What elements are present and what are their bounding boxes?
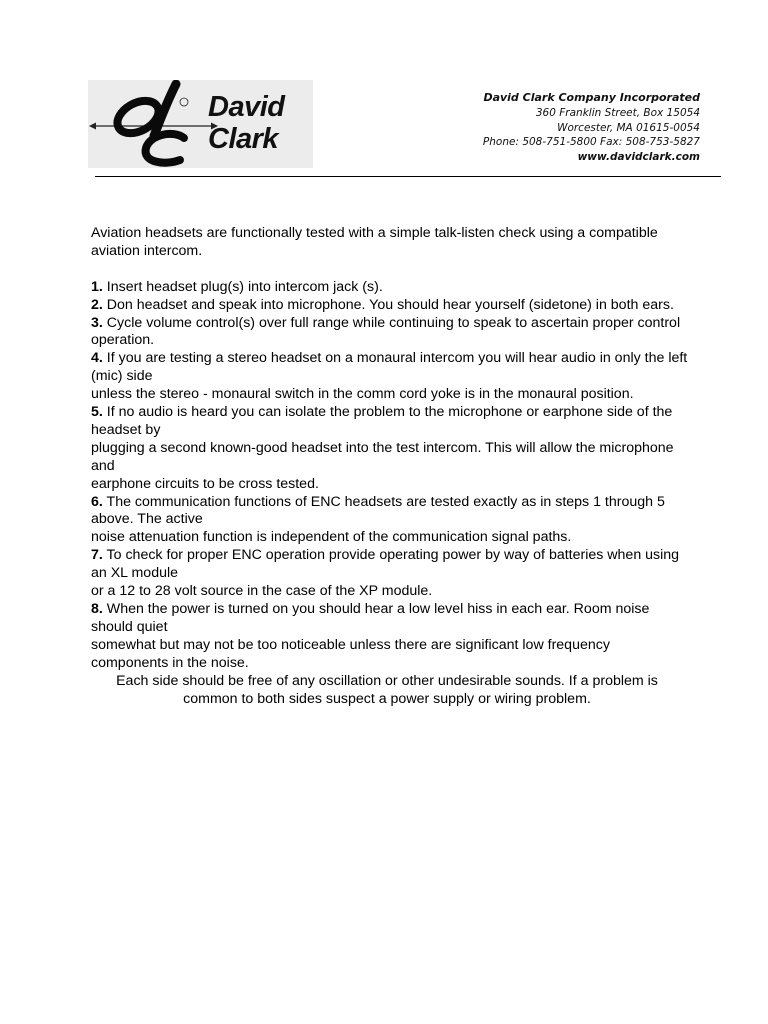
company-name: David Clark Company Incorporated <box>483 91 700 104</box>
step-4 <box>91 350 691 386</box>
step-3 <box>91 315 691 351</box>
step-number: 4. <box>91 350 103 367</box>
step-number: 5. <box>91 404 103 421</box>
step-text: When the power is turned on you should hear a low level hiss in each ear. Room noise should quiet <box>91 601 650 635</box>
intro-paragraph: Aviation headsets are functionally tested with a simple talk-listen check using a compatible aviation intercom. <box>91 225 658 259</box>
step-number: 7. <box>91 547 103 564</box>
city-state-zip: Worcester, MA 01615-0054 <box>557 121 700 134</box>
closing-paragraph-line-1: Each side should be free of any oscillation or other undesirable sounds. If a problem is <box>116 672 658 689</box>
step-6 <box>91 494 691 530</box>
step-text: If no audio is heard you can isolate the problem to the microphone or earphone side of the headset by <box>91 404 673 438</box>
step-4-continuation: unless the stereo - monaural switch in the comm cord yoke is in the monaural position. <box>91 386 634 403</box>
logo-wordmark-clark: Clark <box>208 123 279 155</box>
step-number: 3. <box>91 314 103 331</box>
step-text: To check for proper ENC operation provide operating power by way of batteries when using an XL module <box>91 547 680 582</box>
step-2 <box>91 297 691 315</box>
step-1 <box>91 279 691 297</box>
street-address: 360 Franklin Street, Box 15054 <box>535 106 700 119</box>
company-address-block <box>483 91 700 165</box>
closing-paragraph-line-2: common to both sides suspect a power supply or wiring problem. <box>183 690 591 707</box>
step-number: 1. <box>91 278 103 295</box>
david-clark-logo <box>88 80 313 168</box>
website-link[interactable]: www.davidclark.com <box>577 151 700 164</box>
step-number: 8. <box>91 601 103 618</box>
step-7 <box>91 547 691 583</box>
step-text: Don headset and speak into microphone. You should hear yourself (sidetone) in both ears. <box>106 296 674 313</box>
step-text: The communication functions of ENC headsets are tested exactly as in steps 1 through 5 above. The active <box>91 493 665 528</box>
step-text: If you are testing a stereo headset on a monaural intercom you will hear audio in only the left (mic) side <box>91 350 688 385</box>
step-8-continuation: somewhat but may not be too noticeable unless there are significant low frequency components in the noise. <box>91 636 610 671</box>
document-body <box>91 225 691 708</box>
step-5-continuation: earphone circuits to be cross tested. <box>91 475 319 492</box>
step-text: Insert headset plug(s) into intercom jack (s). <box>106 278 383 295</box>
phone-fax: Phone: 508-751-5800 Fax: 508-753-5827 <box>482 136 700 149</box>
step-number: 2. <box>91 296 103 313</box>
step-5-continuation: plugging a second known-good headset into the test intercom. This will allow the microphone and <box>91 439 674 474</box>
step-7-continuation: or a 12 to 28 volt source in the case of the XP module. <box>91 583 433 600</box>
logo-wordmark-david: David <box>208 91 285 123</box>
step-8 <box>91 601 691 637</box>
header-divider <box>95 176 721 177</box>
step-6-continuation: noise attenuation function is independent of the communication signal paths. <box>91 529 572 546</box>
step-5 <box>91 404 691 440</box>
step-text: Cycle volume control(s) over full range while continuing to speak to ascertain proper control operation. <box>91 314 681 349</box>
step-number: 6. <box>91 493 103 510</box>
